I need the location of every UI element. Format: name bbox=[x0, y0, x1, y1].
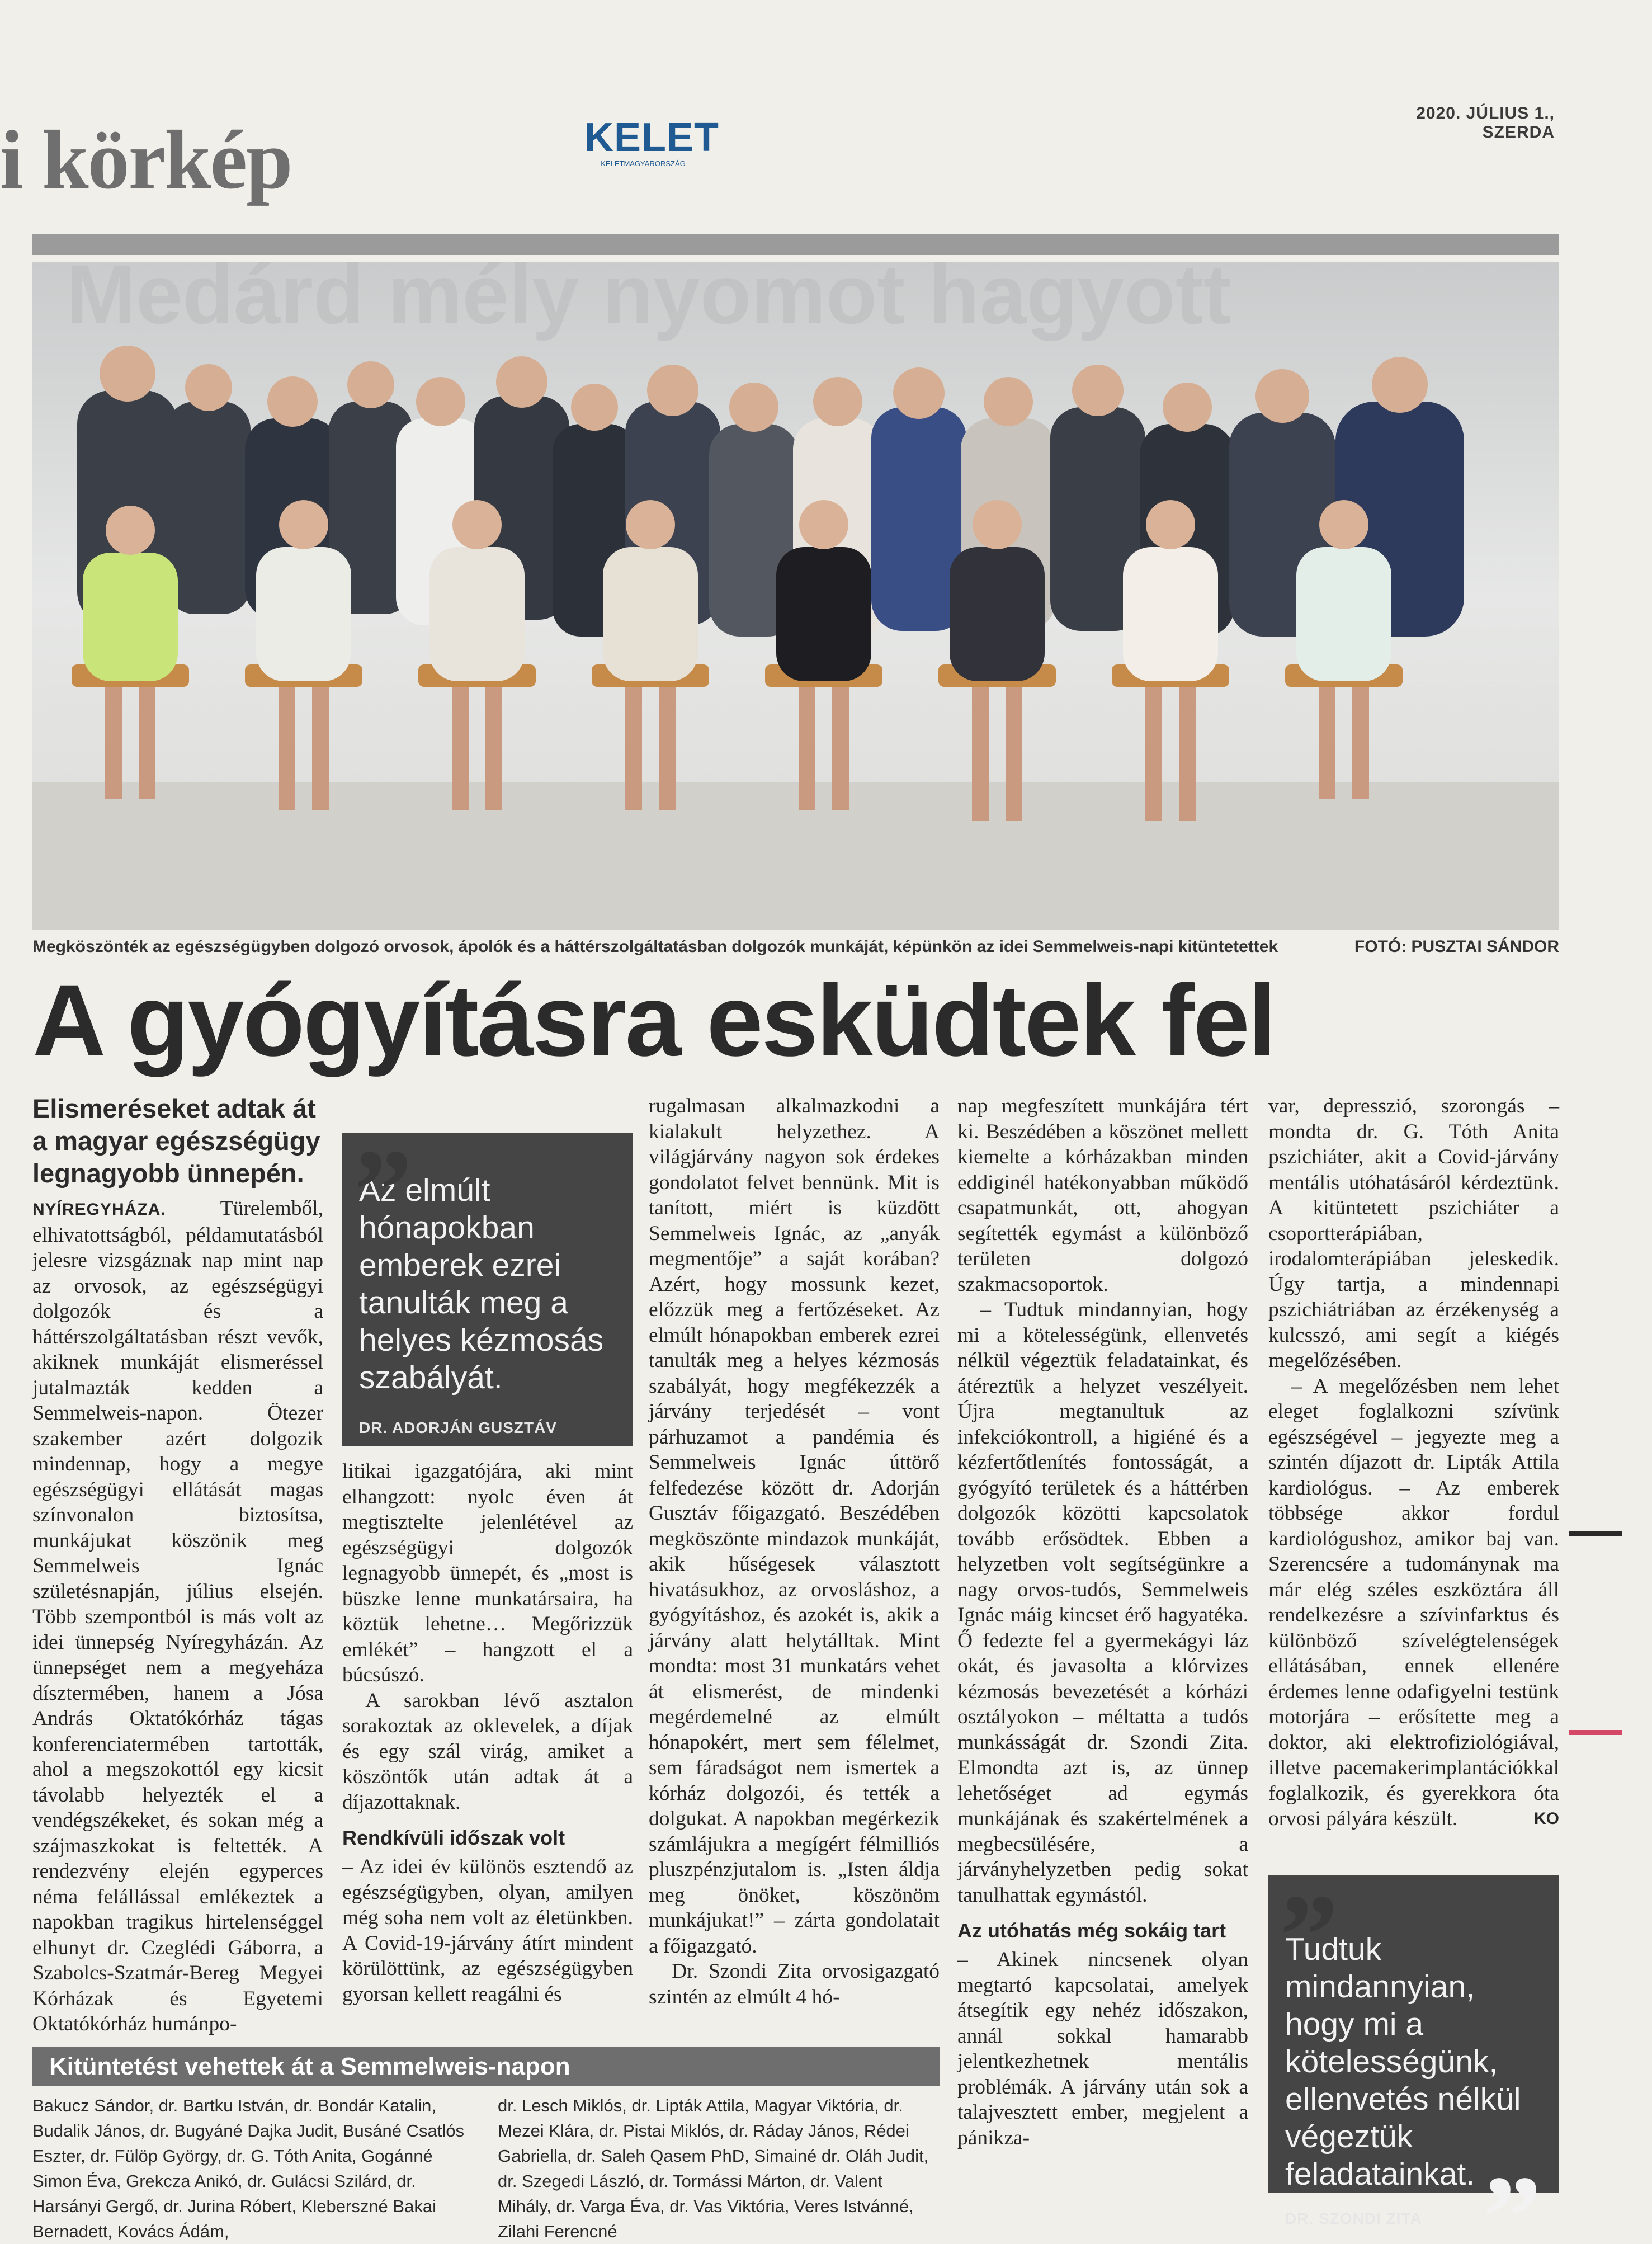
paragraph-text: – A megelőzésben nem lehet eleget foglalkozni szívünk egészségével – jegyezte meg a szintén díjazott dr. Lipták Attila kardiológus. – Az emberek többsége akkor fordul kardiológushoz, amikor baj van. Szerencsére a tudománynak ma már elég széles eszköztára áll rendelkezésre a szívinfarktus és különböző szívelégtelenségek ellátásában, ennek ellenére érdemes lenne odafigyelni testünk motorjára – erősítette meg a doktor, aki elektrofiziológiával, illetve pacemakerimplantációkkal foglalkozik, és gyerekkora óta orvosi pályára készült. bbox=[1268, 1374, 1559, 1830]
newspaper-logo-subtitle: KELETMAGYARORSZÁG bbox=[601, 159, 686, 168]
pull-quote-text: Tudtuk mindannyian, hogy mi a kötelességünk, ellenvetés nélkül végeztük feladatainkat. bbox=[1285, 1931, 1521, 2192]
paragraph: nap megfeszített munkájára tért ki. Beszédében a köszönet mellett kiemelte a kórházakban minden eddiginél hatékonyabban működő csapatmunkát, ott, ahogyan segítették egymást a különböző területen dolgozó szakmacsoportok. bbox=[957, 1095, 1248, 1296]
closing-quote-mark-icon: „ bbox=[1484, 2091, 1542, 2221]
margin-mark-red bbox=[1569, 1730, 1622, 1735]
paragraph-text: Türelemből, elhivatottságból, példamutatásból jelesre vizsgáznak nap mint nap az orvosok, az egészségügyi dolgozók és a háttérszolgáltatásban részt vevők, akiknek munkáját elismeréssel jutalmazták kedden a Semmelweis-napon. Ötezer szakember azért dolgozik mindennap, hogy a megye egészségügyi ellátását magas színvonalon biztosítsa, munkájukat köszönik meg Semmelweis Ignác születésnapján, július elsején. Több szempontból is más volt az idei ünnepség Nyíregyházán. Az ünnepséget nem a megyeháza dísztermében, hanem a Jósa András Oktatókórház tágas konferenciatermében tartották, ahol a megszokottól egy kicsit távolabb helyezték el a vendégszékeket, és sokan még a szájmaszkokat is feltették. A rendezvény elején egyperces néma felállással emlékeztek a napokban tragikus hirtelenséggel elhunyt dr. Czeglédi Gáborra, a Szabolcs-Szatmár-Bereg Megyei Kórházak és Egyetemi Oktatókórház humánpo- bbox=[32, 1197, 323, 2035]
awardees-title-bar: Kitüntetést vehettek át a Semmelweis-napon bbox=[32, 2047, 940, 2086]
group-photo bbox=[32, 247, 1559, 930]
paragraph: Dr. Szondi Zita orvosigazgató szintén az elmúlt 4 hó- bbox=[649, 1960, 940, 2009]
issue-date: 2020. JÚLIUS 1., SZERDA bbox=[1416, 104, 1555, 142]
awardees-list-2: dr. Lesch Miklós, dr. Lipták Attila, Magyar Viktória, dr. Mezei Klára, dr. Pistai Miklós, dr. Ráday János, Rédei Gabriella, dr. Saleh Qasem PhD, Simainé dr. Oláh Judit, dr. Szegedi László, dr. Tormássi Márton, dr. Valent Mihály, dr. Varga Éva, dr. Vas Viktória, Veres Istvánné, Zilahi Ferencné bbox=[498, 2096, 929, 2241]
paragraph: var, depresszió, szorongás – mondta dr. G. Tóth Anita pszichiáter, akit a Covid-járvány mentális utóhatásáról kérdeztünk. A kitüntetett pszichiáter a csoportterápiában, irodalomterápiában jeleskedik. Úgy tartja, a mindennapi pszichiátriában az érzékenység a kulcsszó, ami segít a kiégés megelőzésében. bbox=[1268, 1095, 1559, 1372]
paragraph: – Tudtuk mindannyian, hogy mi a kötelességünk, ellenvetés nélkül végeztük feladatainkat, és átéreztük a helyzet veszélyeit. Újra megtanultuk az infekciókontroll, a higiéné és a kézfertőtlenítés fontosságát, a gyógyító területek és a háttérben dolgozók közötti kapcsolatok tovább erősödtek. Ebben a helyzetben volt segítségünkre a nagy orvos-tudós, Semmelweis Ignác máig kincset érő hagyatéka. Ő fedezte fel a gyermekágyi láz okát, és javasolta a klórvizes kézmosás bevezetését a kórházi osztályokon – méltatta a tudós munkásságát dr. Szondi Zita. Elmondta azt is, az ünnep lehetőséget ad egymás munkájának és szakértelmének a megbecsülésére, a járványhelyzetben pedig sokat tanulhattak egymástól. bbox=[957, 1298, 1248, 1907]
article-column-4 bbox=[957, 1093, 1248, 2151]
quote-mark-icon: „ bbox=[355, 1065, 413, 1195]
awardees-list-1: Bakucz Sándor, dr. Bartku István, dr. Bondár Katalin, Budalik János, dr. Bugyáné Dajka Judit, Busáné Csatlós Eszter, dr. Fülöp György, dr. G. Tóth Anita, Gogánné Simon Éva, Grekcza Anikó, dr. Gulácsi Szilárd, dr. Harsányi Gergő, dr. Jurina Róbert, Kleberszné Bakai Bernadett, Kovács Ádám, bbox=[32, 2096, 465, 2241]
dateline: NYÍREGYHÁZA. bbox=[32, 1200, 166, 1219]
background-headline: Medárd mély nyomot hagyott bbox=[66, 247, 1231, 341]
paragraph: A sarokban lévő asztalon sorakoztak az oklevelek, a díjak és egy szál virág, amiket a köszöntők után adtak át a díjazottaknak. bbox=[342, 1689, 633, 1814]
author-signature: KO bbox=[1534, 1809, 1559, 1828]
paragraph: rugalmasan alkalmazkodni a kialakult helyzethez. A világjárvány nagyon sok érdekes gondolatot felvet bennünk. Mit is tanított, miért is küzdött Semmelweis Ignác, az „anyák megmentője” a saját korában? Azért, hogy mossunk kezet, előzzük meg a fertőzéseket. Az elmúlt hónapokban emberek ezrei tanulták meg a helyes kézmosás szabályát, hogy megfékezzék a járvány terjedését – vont párhuzamot a pandémia és Semmelweis Ignác úttörő felfedezése között dr. Adorján Gusztáv főigazgató. Beszédében megköszönte mindazok munkáját, akik hűségesek választott hivatásukhoz, az orvosláshoz, a gyógyításhoz, és azokét is, akik a járvány alatt helytálltak. Mint mondta: most 31 munkatárs vehet át elismerést, de mindenki megérdemelné az elmúlt hónapokért, mert sem félelmet, sem fáradságot nem ismertek a kórház dolgozói, és tették a dolgukat. A napokban megérkezik számlájukra a megígért félmilliós pluszpénzjutalom is. „Isten áldja meg önöket, köszönöm munkájukat!” – zárta gondolatait a főigazgató. bbox=[649, 1095, 940, 1958]
headline: A gyógyításra esküdtek fel bbox=[32, 963, 1275, 1077]
quote-mark-icon: „ bbox=[1281, 1810, 1339, 1940]
paragraph bbox=[1268, 1374, 1559, 1832]
group-photo-illustration bbox=[32, 247, 1559, 930]
article-column-1 bbox=[32, 1196, 323, 2037]
margin-mark-black bbox=[1569, 1531, 1622, 1536]
section-subheading: Az utóhatás még sokáig tart bbox=[957, 1919, 1226, 1942]
paragraph: litikai igazgatójára, aki mint elhangzott: nyolc éven át megtisztelte jelenlétével az egészségügyi dolgozók legnagyobb ünnepét, és „most is büszke lenne munkatársaira, ha köztük lehetne… Megőrizzük emlékét” – hangzott el a búcsúszó. bbox=[342, 1460, 633, 1686]
photo-credit: FOTÓ: PUSZTAI SÁNDOR bbox=[1354, 937, 1559, 956]
article-column-5 bbox=[1268, 1093, 1559, 1832]
article-column-2 bbox=[342, 1459, 633, 2007]
paragraph: – Akinek nincsenek olyan megtartó kapcsolatai, amelyek átsegítik egy nehéz időszakon, annál sokkal hamarabb jelentkezhetnek mentális problémák. A járvány után sok a talajvesztett ember, megjelent a pánikza- bbox=[957, 1948, 1248, 2149]
pull-quote-text: Az elmúlt hónapokban emberek ezrei tanulták meg a helyes kézmosás szabályát. bbox=[359, 1172, 604, 1396]
paragraph bbox=[32, 1196, 323, 2037]
subheadline: Elismeréseket adtak át a magyar egészségügy legnagyobb ünnepén. bbox=[32, 1093, 320, 1188]
pull-quote-author: DR. SZONDI ZITA bbox=[1285, 2210, 1422, 2227]
photo-caption: Megköszönték az egészségügyben dolgozó orvosok, ápolók és a háttérszolgáltatásban dolgozók munkáját, képünkön az idei Semmelweis-napi kitüntetettek bbox=[32, 937, 1278, 956]
paragraph: – Az idei év különös esztendő az egészségügyben, olyan, amilyen még soha nem volt az életünkben. A Covid-19-járvány átírt mindent körülöttünk, az egészségügyben gyorsan kellett reagálni és bbox=[342, 1855, 633, 2006]
section-subheading: Rendkívüli időszak volt bbox=[342, 1826, 565, 1849]
pull-quote-1 bbox=[342, 1065, 633, 1446]
article-column-3 bbox=[649, 1093, 940, 2010]
pull-quote-author: DR. ADORJÁN GUSZTÁV bbox=[359, 1419, 557, 1436]
newspaper-logo: KELET bbox=[584, 115, 720, 160]
section-title: i körkép bbox=[0, 114, 292, 206]
